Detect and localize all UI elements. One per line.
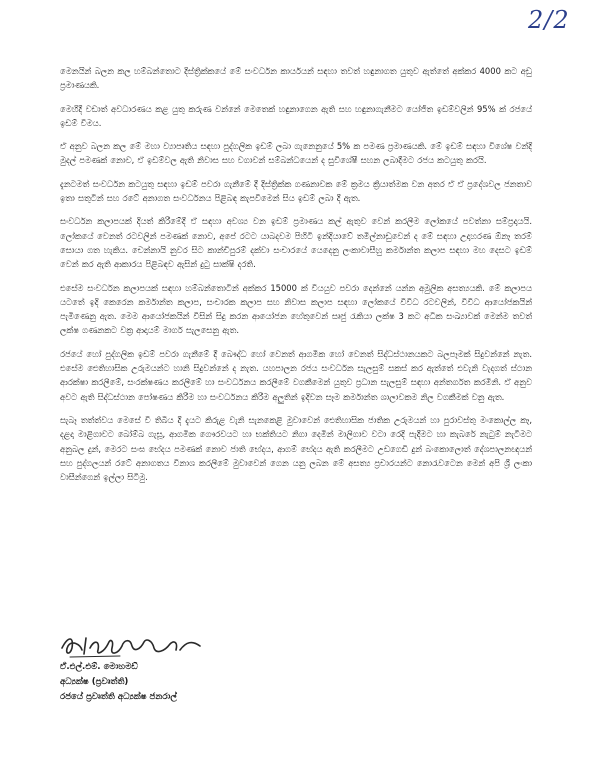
paragraph-4: දැනටමත් සංවර්ධන කටයුතු සඳහා ඉඩම් පවරා ගැනීමේ දී දිස්ත්‍රික්ක ගණනාවක මේ ක්‍රමය ක්‍රියාත්මක වන අතර ඒ ඒ ප්‍රදේශවල ජනතාව ඉතා සතුටින් සහ රටේ අනාගත සංවර්ධනය පිළිබඳ කැපවීමෙන් සිය ඉඩම් ලබා දී ඇත. [60, 178, 532, 204]
paragraph-6: එසේම සංවර්ධන කලාපයක් සඳහා හම්බන්තොටින් අක්කර 15000 ක් වියයුව පවරා දෙන්නේ යන්න අමුලික අසත්‍යයකි. මේ කලාපය යටතේ ඉදි කෙරෙන කර්මාන්ත කලාප, සංචාරක කලාප සහ නිවාස කලාප සඳහා ලෝකයේ විවිධ රටවලින්, විවිධ ආයෝජකයින් පැමිණෙනු ඇත. මෙම ආයෝජකයින් විසින් සිදු කරන ආයෝජන හේතුවෙන් සෘජු රැකියා ලක්ෂ 3 කට අධික සංඛ්‍යාවක් මෙන්ම තවත් ලක්ෂ ගණනකට වක්‍ර ආදායම් මාර්ග සැලසෙනු ඇත. [60, 282, 532, 336]
paragraph-3: ඒ අනුව බලන කල මේ මහා ව්‍යාපෘතිය සඳහා පුද්ගලික ඉඩම් ලබා ගැනෙනුයේ 5% ක පමණ ප්‍රමාණයකි. මේ ඉඩම් සඳහා විශේෂ වන්දි මුදල් පමණක් නොව, ඒ ඉඩම්වල ඇති නිවාස සහ වගාවන් සම්බන්ධයෙන් ද සුවිශේෂී සහන ලබාදීමට රජය කටයුතු කරයි. [60, 141, 532, 166]
signatory-title: අධ්‍යක්ෂ (ප්‍රවෘත්ති) [60, 677, 129, 687]
signature-block [60, 630, 360, 705]
letter-body [60, 64, 532, 493]
paragraph-1: මෙනයින් බලන කල හම්බන්තොට දිස්ත්‍රික්කයේ මේ සංවර්ධන කාර්යයන් සඳහා තවත් හඳුනාගත යුතුව ඇත්තේ අක්කර 4000 කට අඩු ප්‍රමාණයකි. [60, 66, 532, 91]
paragraph-2: මෙහිදී වඩාත් අවධාරණය කළ යුතු කරුණ වන්නේ මෙතෙක් හඳුනාගෙන ඇති සහ හඳුනාගැනීමට යෝජිත ඉඩම්වලින් 95% ක් රජයේ ඉඩම් වීමය. [60, 103, 532, 128]
page-number-annotation: 2/2 [528, 6, 570, 34]
paragraph-7: රජයේ හෝ පුද්ගලික ඉඩම් පවරා ගැනීමේ දී බෞද්ධ හෝ වෙනත් ආගමික හෝ වෙනත් සිද්ධස්ථානයකට බලපෑමක් සිදුවන්නේ නැත. එසේම ඓතිහාසික උරුමයන්ට හානි සිදුවන්නේ ද නැත. යහපාලන රජය සංවර්ධන සැලසුම් සකස් කර ඇත්තේ එවැනි වැදගත් ස්ථාන ආරක්ෂා කරලීමේ, සංරක්ෂණය කරලීමේ හා සංවර්ධනය කරලීමේ වගකීමෙන් යුතුව ප්‍රධාන සැලසුම් සඳහා අන්තර්ගත කරමිනි. ඒ අනුව අවට ඇති සිද්ධස්ථාන පෝෂණය කිරීම හා සංවර්ධනය කිරීම අලුතින් ඉදිවන සෑම කර්මාන්ත ශාලාවකම නිල වගකීමක් වනු ඇත. [60, 348, 532, 402]
paragraph-8: සැබෑ තත්ත්වය මෙසේ වී තිබිය දී දැයට කිරුළ වැනි සැනකෙළි මුවාවෙන් ඓතිහාසික ජාතික උරුමයන් හා පුරාවස්තු මංකොල්ල කෑ, දළදා මාළිගාවට බෝම්බ ගැසූ, ආගමික ගෞරවයට හා භක්තියට නිගා දෙමින් මාලිගාව වටා රෙදි පැදීමට හා කැබරේ නැටුම් නැටීමට අනුබල දුන්, මෙරට සංඝ භේදය පමණක් නොව ජාති භේදය, ආගම් භේදය ඇති කරලීමට උඩගෙඩි දුන් බංකොලොත් දේශපාලනඥයන් සහ පුද්ගලයන් රටේ අනාගතය විනාශ කරලීමේ මුවාවෙන් ගෙන යනු ලබන මේ අසත්‍ය ප්‍රචාරයන්ට නොරැවටෙන මෙන් අපි ශ්‍රී ලංකා වාසීන්ගෙන් ඉල්ලා සිටිමු. [60, 414, 532, 483]
signatory-department: රජයේ ප්‍රවෘත්ති අධ්‍යක්ෂ ජනරාල් [60, 692, 177, 702]
paragraph-5: සංවර්ධන කලාපයක් දියත් කිරීමේදී ඒ සඳහා අවශ්‍ය වන ඉඩම් ප්‍රමාණය කල් ඇතුව වෙන් කරලීම ලෝකයේ පවත්නා සම්ප්‍රදායයි. ලෝකයේ වෙනත් රටවලින් පමණක් නොව, අපේ රටට යාබදවම පිහිටි ඉන්දියාවේ තමිල්නාඩුවෙන් ද මේ සඳහා උදාහරණ ඕනෑ තරම් සොයා ගත හැකිය. චෙන්නායි නුවර සිට කාන්චිපුරම් දක්වා සංචාරයේ යෙදෙනු ලංකාවාසීහු කර්මාන්ත කලාප සඳහා මහ දෙසට ඉඩම් වෙන් කර ඇති ආකාරය පිළිබඳව ඇසින් දුටු සාක්ෂි දරති. [60, 216, 532, 270]
signatory-name: ඒ.එල්.එම්. මොහමඩ් [60, 662, 138, 672]
handwritten-signature [60, 630, 230, 660]
